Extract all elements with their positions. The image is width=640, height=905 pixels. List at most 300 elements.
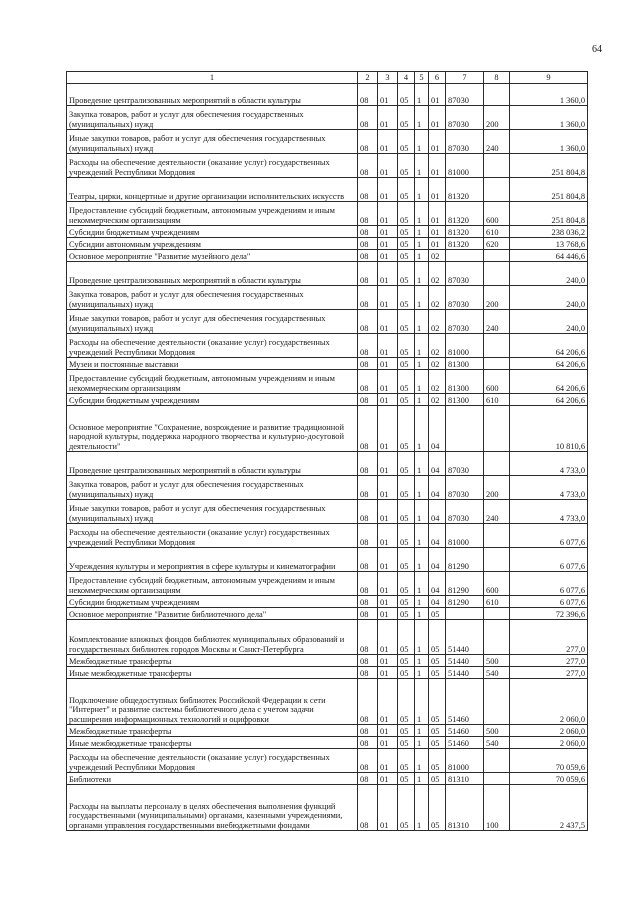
column-header: 4	[398, 72, 415, 84]
row-name: Проведение централизованных мероприятий в области культуры	[67, 452, 358, 476]
event-code: 02	[429, 262, 446, 286]
subsection-code: 01	[378, 620, 398, 655]
subsection-code: 01	[378, 773, 398, 785]
table-row	[67, 608, 588, 620]
expense-type-code: 620	[484, 238, 510, 250]
direction-code: 81000	[446, 154, 484, 178]
table-row	[67, 572, 588, 596]
direction-code: 51460	[446, 737, 484, 749]
event-code: 04	[429, 548, 446, 572]
amount: 277,0	[510, 667, 588, 679]
amount: 72 396,6	[510, 608, 588, 620]
event-code: 04	[429, 572, 446, 596]
direction-code: 87030	[446, 452, 484, 476]
subprogram-code: 1	[415, 737, 429, 749]
subprogram-code: 1	[415, 202, 429, 226]
amount: 1 360,0	[510, 106, 588, 130]
row-name: Библиотеки	[67, 773, 358, 785]
column-header: 8	[484, 72, 510, 84]
table-row	[67, 310, 588, 334]
amount: 4 733,0	[510, 500, 588, 524]
program-code: 05	[398, 679, 415, 725]
expense-type-code	[484, 548, 510, 572]
subsection-code: 01	[378, 130, 398, 154]
table-row	[67, 286, 588, 310]
direction-code: 81320	[446, 226, 484, 238]
direction-code: 81290	[446, 596, 484, 608]
amount: 240,0	[510, 262, 588, 286]
subprogram-code: 1	[415, 452, 429, 476]
expense-type-code	[484, 178, 510, 202]
row-name: Субсидии автономным учреждениям	[67, 238, 358, 250]
subprogram-code: 1	[415, 286, 429, 310]
expense-type-code: 240	[484, 130, 510, 154]
amount: 64 446,6	[510, 250, 588, 262]
column-header: 5	[415, 72, 429, 84]
direction-code: 81310	[446, 773, 484, 785]
budget-table	[66, 71, 588, 831]
direction-code	[446, 406, 484, 452]
event-code: 05	[429, 608, 446, 620]
row-name: Проведение централизованных мероприятий в области культуры	[67, 262, 358, 286]
expense-type-code: 240	[484, 500, 510, 524]
program-code: 05	[398, 524, 415, 548]
expense-type-code: 500	[484, 655, 510, 667]
row-name: Предоставление субсидий бюджетным, автономным учреждениям и иным некоммерческим организациям	[67, 370, 358, 394]
expense-type-code	[484, 262, 510, 286]
amount: 277,0	[510, 655, 588, 667]
subprogram-code: 1	[415, 548, 429, 572]
section-code: 08	[358, 406, 378, 452]
table-row	[67, 725, 588, 737]
subsection-code: 01	[378, 655, 398, 667]
table-row	[67, 250, 588, 262]
subsection-code: 01	[378, 406, 398, 452]
row-name: Проведение централизованных мероприятий в области культуры	[67, 84, 358, 106]
column-header: 6	[429, 72, 446, 84]
row-name: Основное мероприятие "Сохранение, возрождение и развитие традиционной народной культуры, поддержка народного творчества и культурно-досуговой деятельности"	[67, 406, 358, 452]
subsection-code: 01	[378, 476, 398, 500]
expense-type-code	[484, 358, 510, 370]
subprogram-code: 1	[415, 106, 429, 130]
subsection-code: 01	[378, 154, 398, 178]
subsection-code: 01	[378, 262, 398, 286]
subsection-code: 01	[378, 725, 398, 737]
event-code: 04	[429, 406, 446, 452]
subprogram-code: 1	[415, 178, 429, 202]
section-code: 08	[358, 608, 378, 620]
section-code: 08	[358, 250, 378, 262]
direction-code: 87030	[446, 310, 484, 334]
amount: 6 077,6	[510, 596, 588, 608]
program-code: 05	[398, 785, 415, 831]
event-code: 02	[429, 394, 446, 406]
program-code: 05	[398, 130, 415, 154]
subprogram-code: 1	[415, 238, 429, 250]
table-row	[67, 667, 588, 679]
direction-code	[446, 608, 484, 620]
amount: 238 036,2	[510, 226, 588, 238]
expense-type-code	[484, 749, 510, 773]
table-row	[67, 679, 588, 725]
subsection-code: 01	[378, 370, 398, 394]
column-header: 1	[67, 72, 358, 84]
subsection-code: 01	[378, 679, 398, 725]
direction-code: 81320	[446, 202, 484, 226]
row-name: Межбюджетные трансферты	[67, 725, 358, 737]
direction-code: 87030	[446, 500, 484, 524]
section-code: 08	[358, 202, 378, 226]
direction-code: 81300	[446, 394, 484, 406]
program-code: 05	[398, 773, 415, 785]
section-code: 08	[358, 130, 378, 154]
expense-type-code: 200	[484, 106, 510, 130]
amount: 13 768,6	[510, 238, 588, 250]
direction-code: 81290	[446, 572, 484, 596]
event-code: 05	[429, 679, 446, 725]
program-code: 05	[398, 476, 415, 500]
subsection-code: 01	[378, 785, 398, 831]
section-code: 08	[358, 262, 378, 286]
event-code: 02	[429, 370, 446, 394]
column-header: 9	[510, 72, 588, 84]
amount: 64 206,6	[510, 358, 588, 370]
row-name: Комплектование книжных фондов библиотек муниципальных образований и государственных библиотек городов Москвы и Санкт-Петербурга	[67, 620, 358, 655]
section-code: 08	[358, 596, 378, 608]
section-code: 08	[358, 725, 378, 737]
event-code: 01	[429, 202, 446, 226]
section-code: 08	[358, 548, 378, 572]
subsection-code: 01	[378, 596, 398, 608]
subprogram-code: 1	[415, 250, 429, 262]
direction-code: 81290	[446, 548, 484, 572]
event-code: 05	[429, 725, 446, 737]
section-code: 08	[358, 524, 378, 548]
amount: 251 804,8	[510, 202, 588, 226]
expense-type-code: 600	[484, 370, 510, 394]
row-name: Расходы на обеспечение деятельности (оказание услуг) государственных учреждений Республики Мордовия	[67, 334, 358, 358]
section-code: 08	[358, 773, 378, 785]
amount: 4 733,0	[510, 476, 588, 500]
section-code: 08	[358, 679, 378, 725]
event-code: 01	[429, 226, 446, 238]
program-code: 05	[398, 596, 415, 608]
table-row	[67, 785, 588, 831]
event-code: 05	[429, 749, 446, 773]
amount: 6 077,6	[510, 572, 588, 596]
event-code: 05	[429, 620, 446, 655]
expense-type-code	[484, 524, 510, 548]
table-header-row	[67, 72, 588, 84]
table-row	[67, 334, 588, 358]
table-row	[67, 394, 588, 406]
amount: 277,0	[510, 620, 588, 655]
expense-type-code	[484, 620, 510, 655]
direction-code	[446, 250, 484, 262]
direction-code: 81300	[446, 358, 484, 370]
program-code: 05	[398, 178, 415, 202]
section-code: 08	[358, 500, 378, 524]
program-code: 05	[398, 106, 415, 130]
section-code: 08	[358, 737, 378, 749]
direction-code: 81310	[446, 785, 484, 831]
amount: 6 077,6	[510, 524, 588, 548]
amount: 2 060,0	[510, 737, 588, 749]
direction-code: 87030	[446, 286, 484, 310]
event-code: 04	[429, 500, 446, 524]
event-code: 02	[429, 358, 446, 370]
subprogram-code: 1	[415, 667, 429, 679]
amount: 70 059,6	[510, 773, 588, 785]
table-row	[67, 620, 588, 655]
amount: 70 059,6	[510, 749, 588, 773]
direction-code: 81320	[446, 178, 484, 202]
subprogram-code: 1	[415, 679, 429, 725]
amount: 1 360,0	[510, 130, 588, 154]
subsection-code: 01	[378, 394, 398, 406]
table-row	[67, 370, 588, 394]
subsection-code: 01	[378, 608, 398, 620]
program-code: 05	[398, 725, 415, 737]
subprogram-code: 1	[415, 608, 429, 620]
event-code: 01	[429, 178, 446, 202]
expense-type-code	[484, 452, 510, 476]
table-row	[67, 655, 588, 667]
section-code: 08	[358, 394, 378, 406]
subprogram-code: 1	[415, 334, 429, 358]
section-code: 08	[358, 334, 378, 358]
section-code: 08	[358, 226, 378, 238]
program-code: 05	[398, 358, 415, 370]
row-name: Музеи и постоянные выставки	[67, 358, 358, 370]
subsection-code: 01	[378, 358, 398, 370]
row-name: Предоставление субсидий бюджетным, автономным учреждениям и иным некоммерческим организациям	[67, 202, 358, 226]
column-header: 2	[358, 72, 378, 84]
table-row	[67, 452, 588, 476]
event-code: 02	[429, 334, 446, 358]
table-row	[67, 737, 588, 749]
direction-code: 81000	[446, 749, 484, 773]
event-code: 01	[429, 130, 446, 154]
amount: 251 804,8	[510, 154, 588, 178]
direction-code: 87030	[446, 84, 484, 106]
section-code: 08	[358, 572, 378, 596]
section-code: 08	[358, 785, 378, 831]
page-number: 64	[592, 44, 602, 55]
row-name: Предоставление субсидий бюджетным, автономным учреждениям и иным некоммерческим организациям	[67, 572, 358, 596]
program-code: 05	[398, 667, 415, 679]
subsection-code: 01	[378, 84, 398, 106]
subprogram-code: 1	[415, 84, 429, 106]
expense-type-code: 540	[484, 667, 510, 679]
table-row	[67, 130, 588, 154]
direction-code: 81320	[446, 238, 484, 250]
subprogram-code: 1	[415, 370, 429, 394]
subprogram-code: 1	[415, 262, 429, 286]
expense-type-code	[484, 334, 510, 358]
row-name: Расходы на обеспечение деятельности (оказание услуг) государственных учреждений Республики Мордовия	[67, 749, 358, 773]
direction-code: 51440	[446, 667, 484, 679]
expense-type-code	[484, 154, 510, 178]
table-row	[67, 238, 588, 250]
direction-code: 81300	[446, 370, 484, 394]
direction-code: 87030	[446, 262, 484, 286]
subsection-code: 01	[378, 202, 398, 226]
program-code: 05	[398, 226, 415, 238]
expense-type-code: 500	[484, 725, 510, 737]
section-code: 08	[358, 655, 378, 667]
expense-type-code: 600	[484, 202, 510, 226]
program-code: 05	[398, 608, 415, 620]
section-code: 08	[358, 620, 378, 655]
event-code: 01	[429, 106, 446, 130]
amount: 240,0	[510, 310, 588, 334]
section-code: 08	[358, 84, 378, 106]
table-body	[67, 84, 588, 831]
table-row	[67, 154, 588, 178]
amount: 240,0	[510, 286, 588, 310]
row-name: Иные закупки товаров, работ и услуг для обеспечения государственных (муниципальных) нужд	[67, 500, 358, 524]
amount: 2 060,0	[510, 679, 588, 725]
event-code: 01	[429, 154, 446, 178]
table-row	[67, 358, 588, 370]
expense-type-code: 610	[484, 596, 510, 608]
expense-type-code: 200	[484, 476, 510, 500]
program-code: 05	[398, 749, 415, 773]
row-name: Межбюджетные трансферты	[67, 655, 358, 667]
subprogram-code: 1	[415, 130, 429, 154]
subsection-code: 01	[378, 524, 398, 548]
row-name: Субсидии бюджетным учреждениям	[67, 596, 358, 608]
program-code: 05	[398, 572, 415, 596]
expense-type-code: 610	[484, 226, 510, 238]
section-code: 08	[358, 476, 378, 500]
subprogram-code: 1	[415, 596, 429, 608]
subprogram-code: 1	[415, 500, 429, 524]
amount: 64 206,6	[510, 394, 588, 406]
subsection-code: 01	[378, 737, 398, 749]
section-code: 08	[358, 749, 378, 773]
subprogram-code: 1	[415, 655, 429, 667]
direction-code: 51460	[446, 725, 484, 737]
program-code: 05	[398, 655, 415, 667]
event-code: 02	[429, 310, 446, 334]
row-name: Иные межбюджетные трансферты	[67, 737, 358, 749]
subsection-code: 01	[378, 572, 398, 596]
program-code: 05	[398, 262, 415, 286]
expense-type-code: 200	[484, 286, 510, 310]
subsection-code: 01	[378, 667, 398, 679]
row-name: Основное мероприятие "Развитие библиотечного дела"	[67, 608, 358, 620]
table-row	[67, 500, 588, 524]
subsection-code: 01	[378, 500, 398, 524]
table-row	[67, 406, 588, 452]
amount: 64 206,6	[510, 334, 588, 358]
subsection-code: 01	[378, 106, 398, 130]
row-name: Расходы на обеспечение деятельности (оказание услуг) государственных учреждений Республики Мордовия	[67, 154, 358, 178]
section-code: 08	[358, 310, 378, 334]
subprogram-code: 1	[415, 725, 429, 737]
program-code: 05	[398, 334, 415, 358]
direction-code: 87030	[446, 106, 484, 130]
row-name: Учреждения культуры и мероприятия в сфере культуры и кинематографии	[67, 548, 358, 572]
program-code: 05	[398, 286, 415, 310]
direction-code: 81000	[446, 524, 484, 548]
program-code: 05	[398, 548, 415, 572]
row-name: Субсидии бюджетным учреждениям	[67, 394, 358, 406]
event-code: 05	[429, 667, 446, 679]
subsection-code: 01	[378, 250, 398, 262]
expense-type-code: 540	[484, 737, 510, 749]
amount: 6 077,6	[510, 548, 588, 572]
table-row	[67, 749, 588, 773]
subprogram-code: 1	[415, 358, 429, 370]
subprogram-code: 1	[415, 154, 429, 178]
expense-type-code	[484, 608, 510, 620]
subsection-code: 01	[378, 238, 398, 250]
table-row	[67, 106, 588, 130]
table-row	[67, 262, 588, 286]
subsection-code: 01	[378, 310, 398, 334]
program-code: 05	[398, 394, 415, 406]
program-code: 05	[398, 202, 415, 226]
subsection-code: 01	[378, 749, 398, 773]
event-code: 04	[429, 452, 446, 476]
subsection-code: 01	[378, 548, 398, 572]
section-code: 08	[358, 370, 378, 394]
section-code: 08	[358, 452, 378, 476]
subprogram-code: 1	[415, 394, 429, 406]
subprogram-code: 1	[415, 476, 429, 500]
subprogram-code: 1	[415, 310, 429, 334]
amount: 251 804,8	[510, 178, 588, 202]
subsection-code: 01	[378, 226, 398, 238]
amount: 4 733,0	[510, 452, 588, 476]
expense-type-code: 240	[484, 310, 510, 334]
amount: 2 060,0	[510, 725, 588, 737]
program-code: 05	[398, 620, 415, 655]
direction-code: 51440	[446, 620, 484, 655]
section-code: 08	[358, 358, 378, 370]
event-code: 01	[429, 84, 446, 106]
program-code: 05	[398, 250, 415, 262]
direction-code: 87030	[446, 130, 484, 154]
table-row	[67, 524, 588, 548]
row-name: Закупка товаров, работ и услуг для обеспечения государственных (муниципальных) нужд	[67, 286, 358, 310]
event-code: 04	[429, 524, 446, 548]
section-code: 08	[358, 106, 378, 130]
section-code: 08	[358, 154, 378, 178]
program-code: 05	[398, 406, 415, 452]
program-code: 05	[398, 154, 415, 178]
row-name: Иные межбюджетные трансферты	[67, 667, 358, 679]
event-code: 02	[429, 250, 446, 262]
event-code: 05	[429, 773, 446, 785]
amount: 1 360,0	[510, 84, 588, 106]
amount: 64 206,6	[510, 370, 588, 394]
row-name: Подключение общедоступных библиотек Российской Федерации к сети "Интернет" и развитие системы библиотечного дела с учетом задачи расширения информационных технологий и оцифровки	[67, 679, 358, 725]
expense-type-code	[484, 250, 510, 262]
direction-code: 51460	[446, 679, 484, 725]
expense-type-code: 600	[484, 572, 510, 596]
expense-type-code	[484, 679, 510, 725]
row-name: Закупка товаров, работ и услуг для обеспечения государственных (муниципальных) нужд	[67, 106, 358, 130]
subsection-code: 01	[378, 334, 398, 358]
expense-type-code	[484, 406, 510, 452]
amount: 2 437,5	[510, 785, 588, 831]
subsection-code: 01	[378, 452, 398, 476]
subprogram-code: 1	[415, 749, 429, 773]
